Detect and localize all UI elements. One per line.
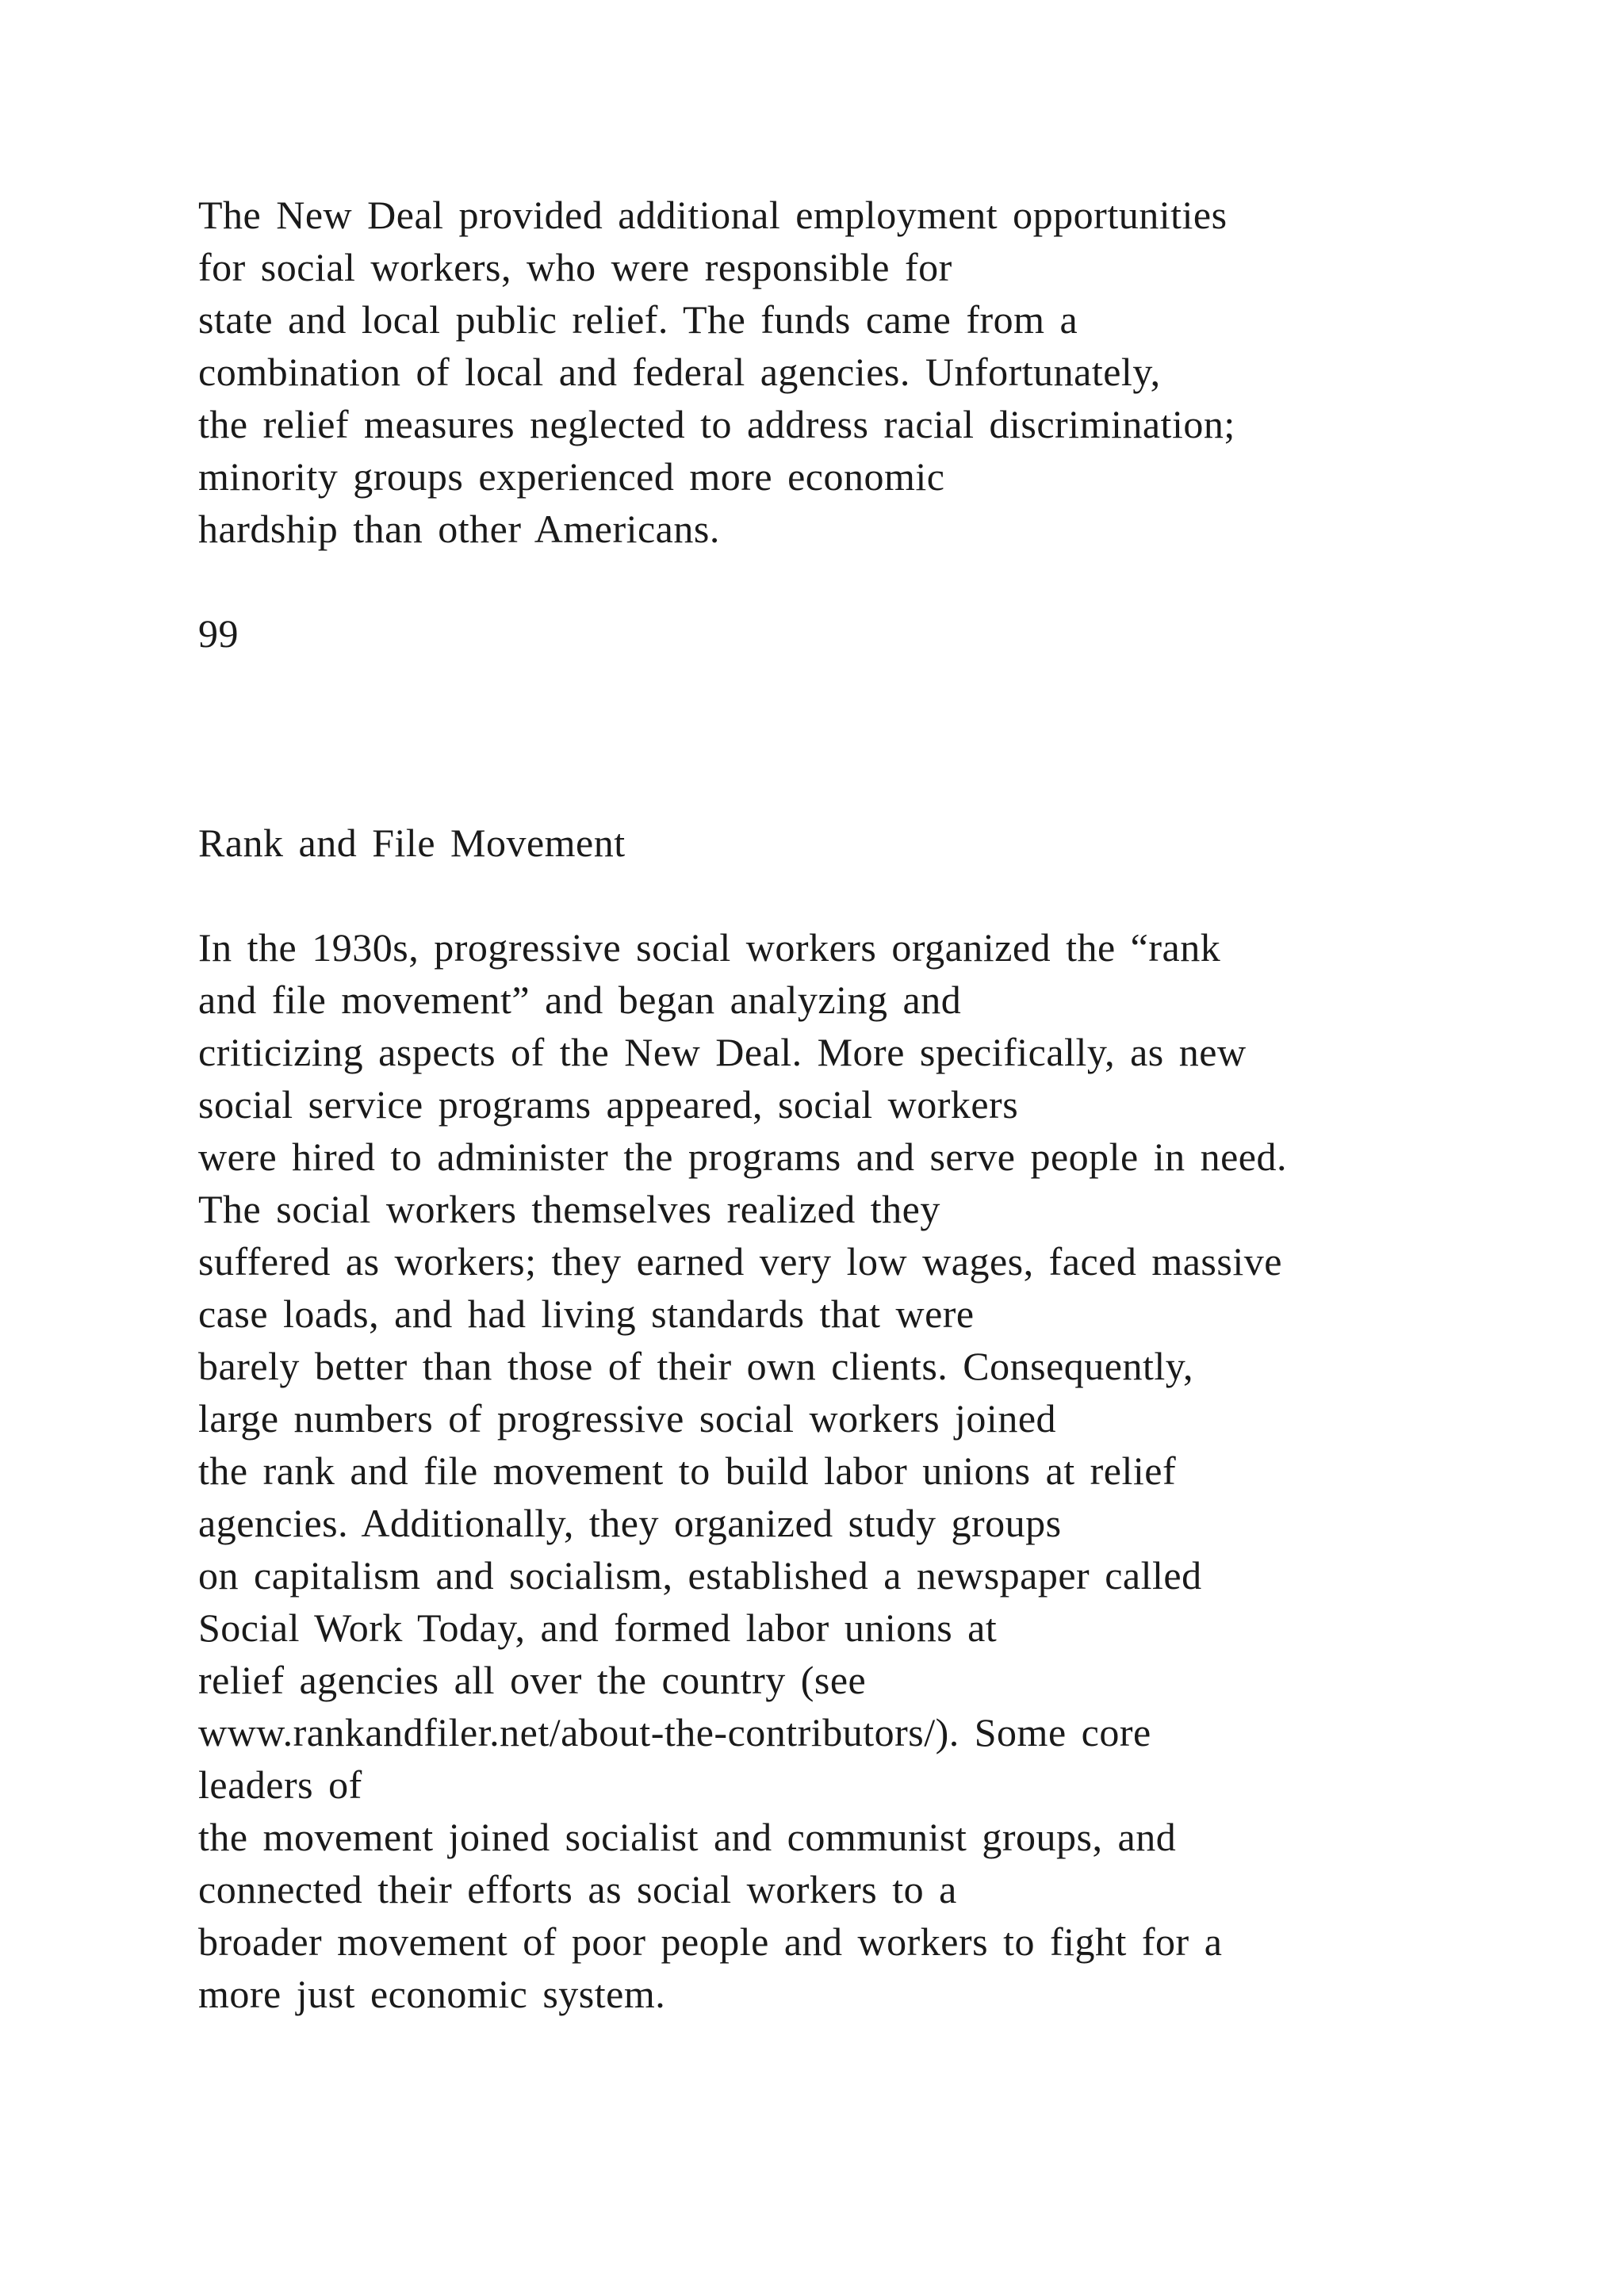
- page-number-block: [198, 607, 1467, 660]
- text-line: suffered as workers; they earned very low wages, faced massive: [198, 1239, 1282, 1284]
- section-heading: Rank and File Movement: [198, 821, 626, 865]
- document-page: [198, 189, 1467, 2020]
- text-line: minority groups experienced more economic: [198, 454, 945, 499]
- text-line: leaders of: [198, 1762, 362, 1807]
- section-heading-block: [198, 817, 1467, 869]
- text-line: for social workers, who were responsible for: [198, 245, 952, 289]
- text-line: combination of local and federal agencies. Unfortunately,: [198, 350, 1161, 394]
- text-line: agencies. Additionally, they organized study groups: [198, 1501, 1062, 1545]
- text-line: criticizing aspects of the New Deal. More specifically, as new: [198, 1030, 1247, 1074]
- text-line: The New Deal provided additional employment opportunities: [198, 193, 1228, 237]
- text-line: connected their efforts as social workers to a: [198, 1867, 957, 1911]
- text-line: and file movement” and began analyzing and: [198, 978, 962, 1022]
- text-line: large numbers of progressive social workers joined: [198, 1396, 1057, 1441]
- page-number: 99: [198, 611, 239, 656]
- text-line: barely better than those of their own clients. Consequently,: [198, 1344, 1194, 1388]
- text-line: on capitalism and socialism, established a newspaper called: [198, 1553, 1202, 1598]
- text-line: Social Work Today, and formed labor unions at: [198, 1605, 998, 1650]
- text-line: www.rankandfiler.net/about-the-contributors/). Some core: [198, 1710, 1151, 1755]
- text-line: broader movement of poor people and workers to fight for a: [198, 1919, 1223, 1964]
- text-line: were hired to administer the programs and serve people in need.: [198, 1135, 1287, 1179]
- text-line: state and local public relief. The funds came from a: [198, 297, 1078, 342]
- text-line: case loads, and had living standards that were: [198, 1292, 975, 1336]
- text-line: The social workers themselves realized they: [198, 1187, 940, 1231]
- text-line: the relief measures neglected to address racial discrimination;: [198, 402, 1235, 446]
- paragraph-new-deal: [198, 189, 1467, 555]
- text-line: hardship than other Americans.: [198, 507, 720, 551]
- text-line: more just economic system.: [198, 1972, 666, 2016]
- paragraph-rank-and-file: [198, 921, 1467, 2020]
- text-line: relief agencies all over the country (see: [198, 1658, 867, 1702]
- text-line: In the 1930s, progressive social workers organized the “rank: [198, 925, 1221, 970]
- text-line: the movement joined socialist and communist groups, and: [198, 1815, 1177, 1859]
- text-line: social service programs appeared, social workers: [198, 1082, 1019, 1127]
- text-line: the rank and file movement to build labor unions at relief: [198, 1448, 1177, 1493]
